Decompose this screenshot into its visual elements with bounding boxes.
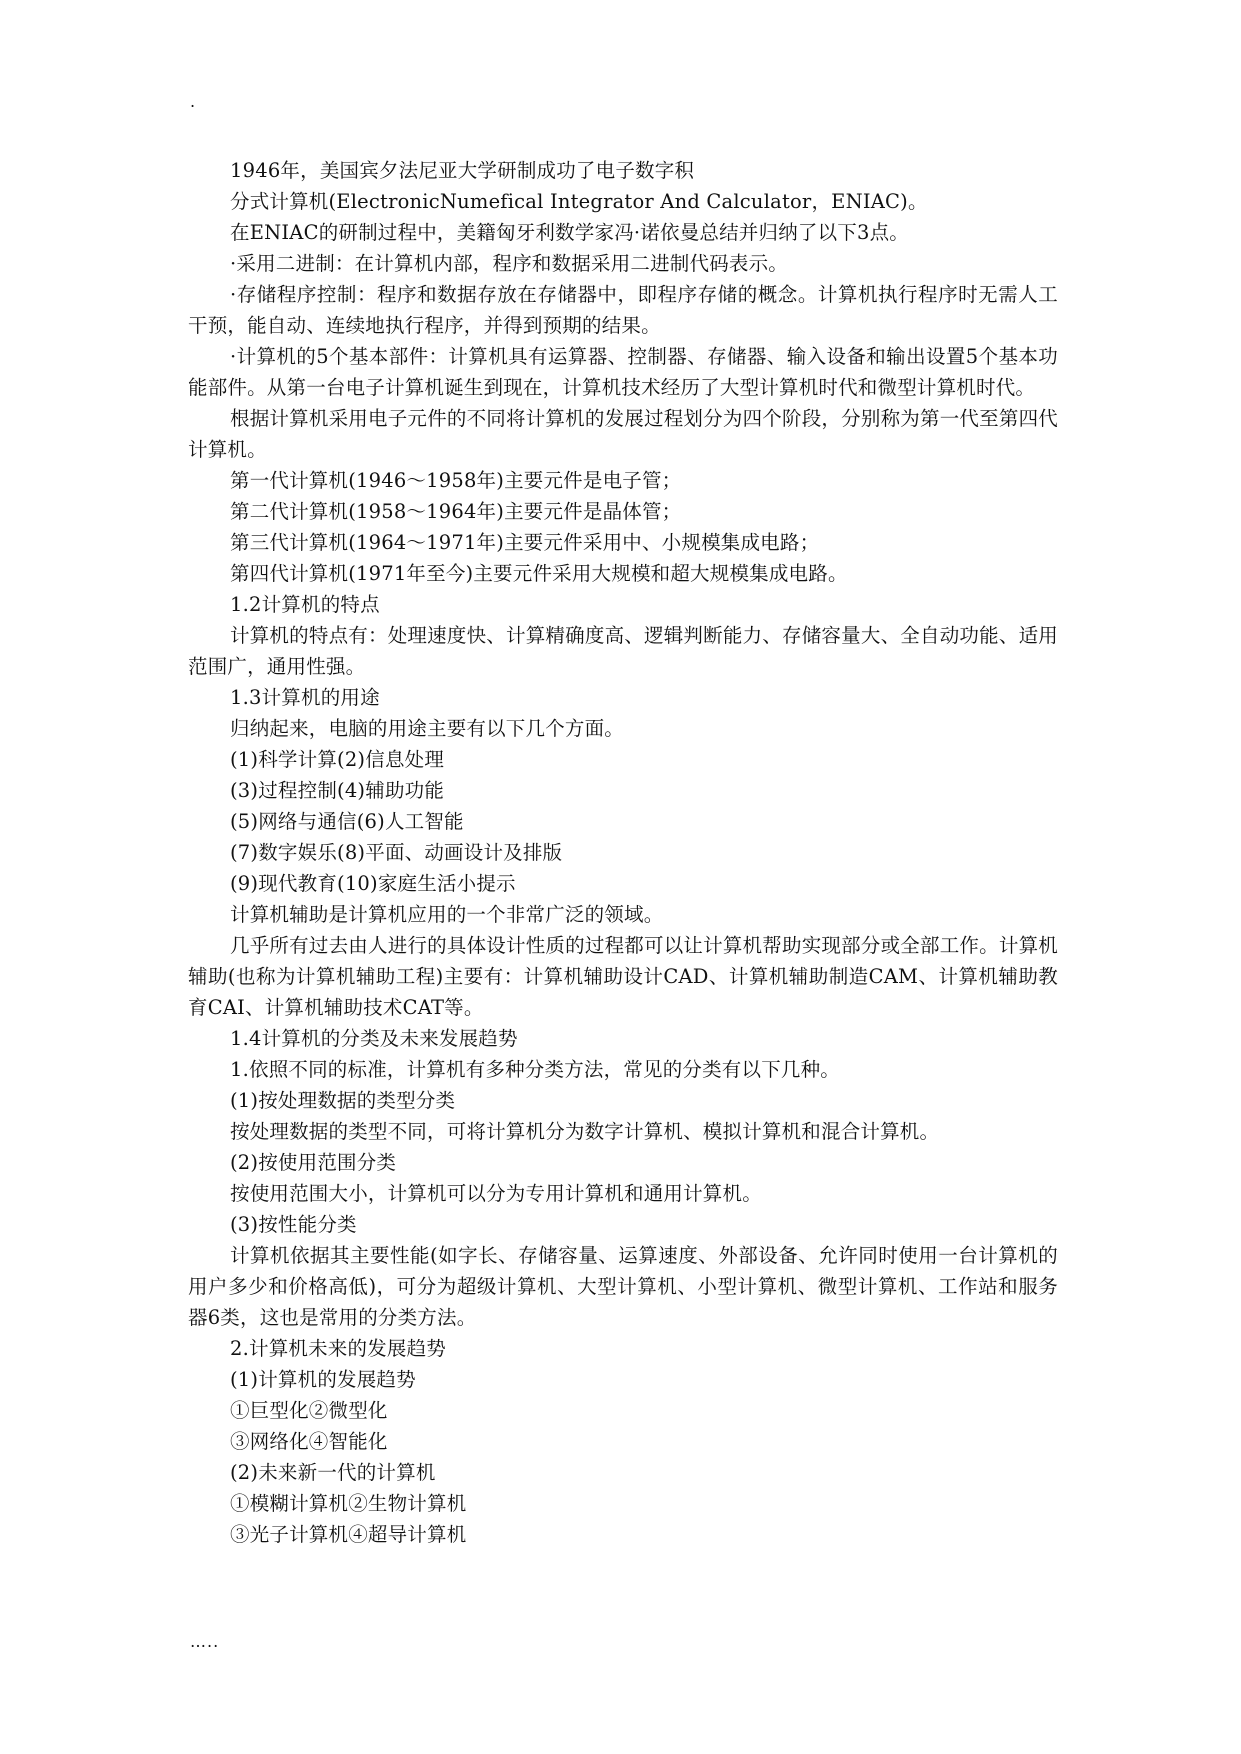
document-body [188,155,1058,1550]
paragraph: 第一代计算机(1946～1958年)主要元件是电子管； [230,469,682,492]
paragraph: 1.依照不同的标准，计算机有多种分类方法，常见的分类有以下几种。 [230,1058,841,1081]
subheading: (1)计算机的发展趋势 [230,1368,416,1391]
list-item: ①模糊计算机②生物计算机 [230,1492,467,1515]
paragraph: 第四代计算机(1971年至今)主要元件采用大规模和超大规模集成电路。 [230,562,848,585]
paragraph: 计算机辅助是计算机应用的一个非常广泛的领域。 [230,903,664,926]
header-mark: . [190,92,196,111]
subheading: (1)按处理数据的类型分类 [230,1089,456,1112]
subheading: (2)未来新一代的计算机 [230,1461,436,1484]
section-heading: 2.计算机未来的发展趋势 [230,1337,447,1360]
paragraph: 归纳起来，电脑的用途主要有以下几个方面。 [230,717,625,740]
list-item: ③光子计算机④超导计算机 [230,1523,467,1546]
paragraph: 第二代计算机(1958～1964年)主要元件是晶体管； [230,500,682,523]
list-item: (3)过程控制(4)辅助功能 [230,779,445,802]
paragraph: 在ENIAC的研制过程中，美籍匈牙利数学家冯·诺依曼总结并归纳了以下3点。 [230,221,910,244]
paragraph: 1946年，美国宾夕法尼亚大学研制成功了电子数字积 [230,159,695,182]
footer-mark: ….. [190,1632,220,1651]
paragraph: 按处理数据的类型不同，可将计算机分为数字计算机、模拟计算机和混合计算机。 [230,1120,940,1143]
paragraph: 根据计算机采用电子元件的不同将计算机的发展过程划分为四个阶段，分别称为第一代至第四代计算机。 [188,407,1058,461]
paragraph: 按使用范围大小，计算机可以分为专用计算机和通用计算机。 [230,1182,762,1205]
list-item: (5)网络与通信(6)人工智能 [230,810,464,833]
paragraph: 分式计算机(ElectronicNumefical Integrator And Calculator，ENIAC)。 [230,190,928,213]
paragraph: 第三代计算机(1964～1971年)主要元件采用中、小规模集成电路； [230,531,820,554]
paragraph: 计算机依据其主要性能(如字长、存储容量、运算速度、外部设备、允许同时使用一台计算机的用户多少和价格高低)，可分为超级计算机、大型计算机、小型计算机、微型计算机、工作站和服务器6类，这也是常用的分类方法。 [188,1244,1058,1329]
bullet-paragraph: ·存储程序控制：程序和数据存放在存储器中，即程序存储的概念。计算机执行程序时无需人工干预，能自动、连续地执行程序，并得到预期的结果。 [188,283,1058,337]
section-heading: 1.3计算机的用途 [230,686,380,709]
section-heading: 1.2计算机的特点 [230,593,380,616]
list-item: ③网络化④智能化 [230,1430,388,1453]
list-item: ①巨型化②微型化 [230,1399,388,1422]
list-item: (7)数字娱乐(8)平面、动画设计及排版 [230,841,563,864]
subheading: (3)按性能分类 [230,1213,357,1236]
list-item: (9)现代教育(10)家庭生活小提示 [230,872,516,895]
list-item: (1)科学计算(2)信息处理 [230,748,445,771]
section-heading: 1.4计算机的分类及未来发展趋势 [230,1027,518,1050]
bullet-paragraph: ·采用二进制：在计算机内部，程序和数据采用二进制代码表示。 [230,252,788,275]
paragraph: 几乎所有过去由人进行的具体设计性质的过程都可以让计算机帮助实现部分或全部工作。计算机辅助(也称为计算机辅助工程)主要有：计算机辅助设计CAD、计算机辅助制造CAM、计算机辅助教育CAI、计算机辅助技术CAT等。 [188,934,1058,1019]
bullet-paragraph: ·计算机的5个基本部件：计算机具有运算器、控制器、存储器、输入设备和输出设置5个基本功能部件。从第一台电子计算机诞生到现在，计算机技术经历了大型计算机时代和微型计算机时代。 [188,345,1058,399]
paragraph: 计算机的特点有：处理速度快、计算精确度高、逻辑判断能力、存储容量大、全自动功能、适用范围广，通用性强。 [188,624,1058,678]
subheading: (2)按使用范围分类 [230,1151,397,1174]
